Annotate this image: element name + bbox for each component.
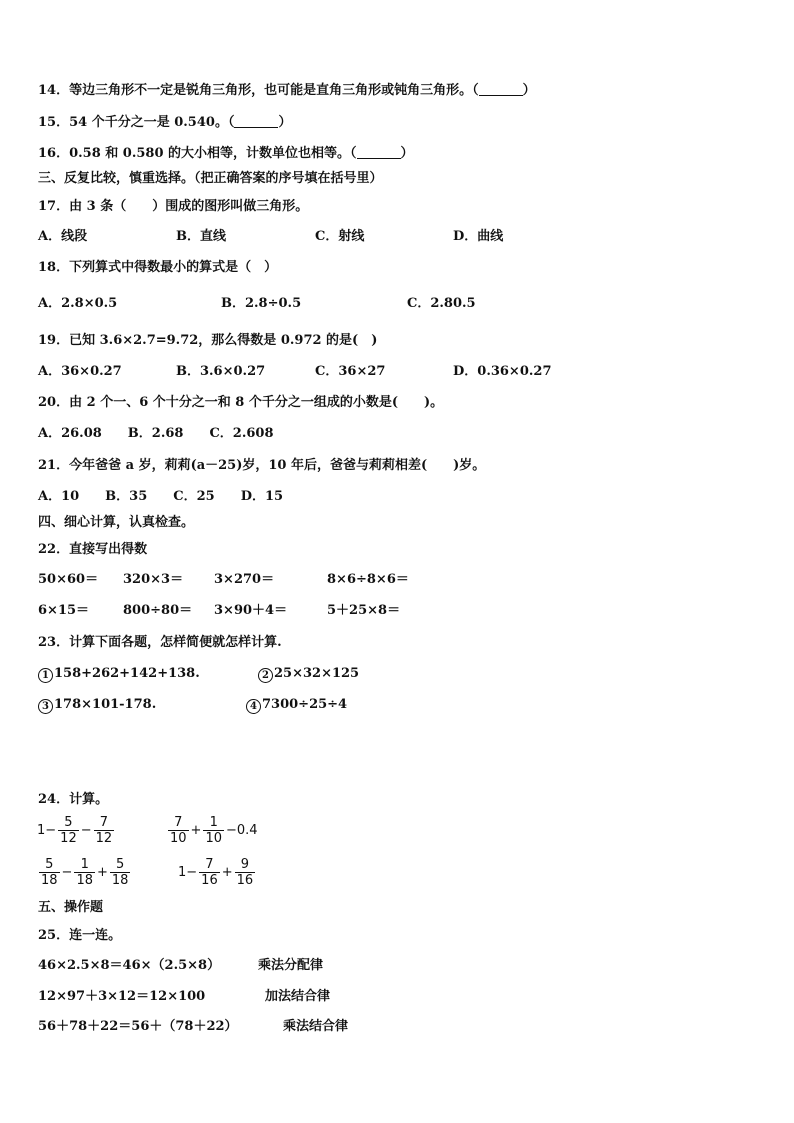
q23-item-2: 2 25×32×125 xyxy=(258,666,359,683)
fraction: $\frac{5}{18}$ xyxy=(41,857,58,888)
q22-item: 6×15＝ xyxy=(38,603,90,618)
q25-law-1[interactable]: 乘法分配律 xyxy=(258,958,324,973)
fraction: $\frac{5}{12}$ xyxy=(60,815,77,846)
q18-option-c: C．2.80.5 xyxy=(407,296,476,311)
q19-option-b: B．3.6×0.27 xyxy=(176,364,266,379)
fraction-expression-2: $\frac{7}{10}$ + $\frac{1}{10}$ −0.4 xyxy=(170,815,258,846)
fraction: $\frac{1}{10}$ xyxy=(205,815,222,846)
q23-item-3: 3 178×101-178. xyxy=(38,697,156,714)
section-5-heading: 五、操作题 xyxy=(38,900,104,915)
question-19: 19．已知 3.6×2.7=9.72，那么得数是 0.972 的是( ) xyxy=(38,333,378,348)
question-18: 18．下列算式中得数最小的算式是（ ） xyxy=(38,260,278,275)
q22-item: 3×90＋4＝ xyxy=(214,603,288,618)
section-4-heading: 四、细心计算，认真检查。 xyxy=(38,515,195,530)
q18-option-a: A．2.8×0.5 xyxy=(38,296,118,311)
q25-equation-2[interactable]: 12×97＋3×12＝12×100 xyxy=(38,989,206,1004)
q19-option-c: C．36×27 xyxy=(315,364,386,379)
q21-options: A．10 B．35 C．25 D．15 xyxy=(38,489,284,504)
question-14: 14．等边三角形不一定是锐角三角形，也可能是直角三角形或钝角三角形。（ ） xyxy=(38,83,536,98)
question-23: 23．计算下面各题，怎样简便就怎样计算. xyxy=(38,635,282,650)
q17-option-b: B．直线 xyxy=(176,229,226,244)
fraction: $\frac{7}{12}$ xyxy=(95,815,113,846)
q19-option-a: A．36×0.27 xyxy=(38,364,122,379)
section-3-heading: 三、反复比较，慎重选择。（把正确答案的序号填在括号里） xyxy=(38,171,383,186)
question-21: 21．今年爸爸 a 岁，莉莉(a－25)岁，10 年后，爸爸与莉莉相差( )岁。 xyxy=(38,458,486,473)
q17-option-a: A．线段 xyxy=(38,229,88,244)
q18-option-b: B．2.8÷0.5 xyxy=(221,296,302,311)
question-24: 24．计算。 xyxy=(38,792,109,807)
q19-option-d: D．0.36×0.27 xyxy=(453,364,552,379)
answer-blank[interactable] xyxy=(479,83,523,96)
q22-item: 8×6÷8×6＝ xyxy=(327,572,409,587)
q23-item-1: 1 158+262+142+138. xyxy=(38,666,200,683)
q22-item: 3×270＝ xyxy=(214,572,275,587)
question-20: 20．由 2 个一、6 个十分之一和 8 个千分之一组成的小数是( )。 xyxy=(38,395,444,410)
fraction: $\frac{9}{16}$ xyxy=(236,857,254,888)
q25-equation-1[interactable]: 46×2.5×8＝46×（2.5×8） xyxy=(38,958,221,973)
q22-item: 800÷80＝ xyxy=(123,603,193,618)
q25-law-2[interactable]: 加法结合律 xyxy=(265,989,331,1004)
question-15: 15．54 个千分之一是 0.540。（ ） xyxy=(38,115,292,130)
fraction-expression-4: 1− $\frac{7}{16}$ + $\frac{9}{16}$ xyxy=(178,857,254,888)
question-17: 17．由 3 条（ ）围成的图形叫做三角形。 xyxy=(38,199,309,214)
fraction-expression-1: 1− $\frac{5}{12}$ − $\frac{7}{12}$ xyxy=(37,815,113,846)
answer-blank[interactable] xyxy=(234,115,278,128)
q20-options: A．26.08 B．2.68 C．2.608 xyxy=(38,426,274,441)
fraction-expression-3: $\frac{5}{18}$ − $\frac{1}{18}$ + $\frac{5}{18}$ xyxy=(41,857,129,888)
answer-blank[interactable] xyxy=(357,146,401,159)
question-25: 25．连一连。 xyxy=(38,928,122,943)
q22-item: 5＋25×8＝ xyxy=(327,603,401,618)
q25-law-3[interactable]: 乘法结合律 xyxy=(283,1019,349,1034)
q22-item: 320×3＝ xyxy=(123,572,184,587)
fraction: $\frac{7}{10}$ xyxy=(170,815,187,846)
q22-item: 50×60＝ xyxy=(38,572,99,587)
fraction: $\frac{7}{16}$ xyxy=(201,857,218,888)
fraction: $\frac{1}{18}$ xyxy=(76,857,93,888)
q23-item-4: 4 7300÷25÷4 xyxy=(246,697,347,714)
q25-equation-3[interactable]: 56＋78＋22＝56＋（78＋22） xyxy=(38,1019,238,1034)
q17-option-c: C．射线 xyxy=(315,229,365,244)
q17-option-d: D．曲线 xyxy=(453,229,504,244)
question-22: 22．直接写出得数 xyxy=(38,542,148,557)
fraction: $\frac{5}{18}$ xyxy=(111,857,129,888)
question-16: 16．0.58 和 0.580 的大小相等，计数单位也相等。（ ） xyxy=(38,146,414,161)
